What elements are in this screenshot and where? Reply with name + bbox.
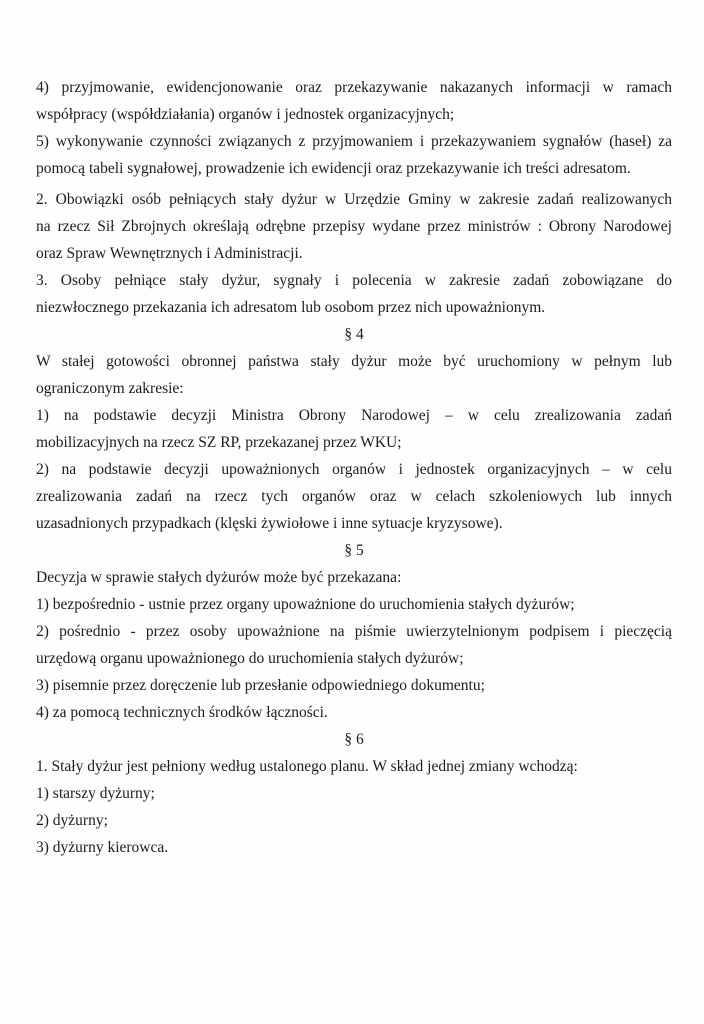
text-line: W stałej gotowości obronnej państwa stały dyżur może być uruchomiony w pełnym lub bbox=[36, 353, 672, 370]
text-line: 2. Obowiązki osób pełniących stały dyżur w Urzędzie Gminy w zakresie zadań realizowanych bbox=[36, 191, 672, 208]
text-line: 3) dyżurny kierowca. bbox=[36, 839, 169, 856]
document-page bbox=[36, 74, 672, 861]
text-line: 5) wykonywanie czynności związanych z przyjmowaniem i przekazywaniem sygnałów (haseł) za bbox=[36, 133, 672, 150]
text-line: pomocą tabeli sygnałowej, prowadzenie ich ewidencji oraz przekazywanie ich treści adresatom. bbox=[36, 160, 631, 177]
text-line: 1) bezpośrednio - ustnie przez organy upoważnione do uruchomienia stałych dyżurów; bbox=[36, 596, 575, 613]
text-line: 1) na podstawie decyzji Ministra Obrony Narodowej – w celu zrealizowania zadań bbox=[36, 407, 672, 424]
text-line: współpracy (współdziałania) organów i jednostek organizacyjnych; bbox=[36, 106, 455, 123]
text-line: na rzecz Sił Zbrojnych określają odrębne przepisy wydane przez ministrów : Obrony Narodowej bbox=[36, 218, 672, 235]
text-line: 1) starszy dyżurny; bbox=[36, 785, 155, 802]
section-heading-5: § 5 bbox=[344, 542, 364, 559]
text-line: 3. Osoby pełniące stały dyżur, sygnały i polecenia w zakresie zadań zobowiązane do bbox=[36, 272, 672, 289]
text-line: 4) za pomocą technicznych środków łączności. bbox=[36, 704, 328, 721]
text-line: mobilizacyjnych na rzecz SZ RP, przekazanej przez WKU; bbox=[36, 434, 402, 451]
text-line: uzasadnionych przypadkach (klęski żywiołowe i inne sytuacje kryzysowe). bbox=[36, 515, 503, 532]
text-line: 3) pisemnie przez doręczenie lub przesłanie odpowiedniego dokumentu; bbox=[36, 677, 485, 694]
text-line: ograniczonym zakresie: bbox=[36, 380, 184, 397]
section-heading-6: § 6 bbox=[344, 731, 364, 748]
text-line: zrealizowania zadań na rzecz tych organów oraz w celach szkoleniowych lub innych bbox=[36, 488, 672, 505]
text-line: 2) pośrednio - przez osoby upoważnione na piśmie uwierzytelnionym podpisem i pieczęcią bbox=[36, 623, 672, 640]
text-line: niezwłocznego przekazania ich adresatom lub osobom przez nich upoważnionym. bbox=[36, 299, 546, 316]
text-line: Decyzja w sprawie stałych dyżurów może być przekazana: bbox=[36, 569, 402, 586]
text-line: 2) na podstawie decyzji upoważnionych organów i jednostek organizacyjnych – w celu bbox=[36, 461, 672, 478]
text-line: 2) dyżurny; bbox=[36, 812, 108, 829]
text-line: urzędową organu upoważnionego do uruchomienia stałych dyżurów; bbox=[36, 650, 464, 667]
text-line: 1. Stały dyżur jest pełniony według ustalonego planu. W skład jednej zmiany wchodzą: bbox=[36, 758, 578, 775]
section-heading-4: § 4 bbox=[344, 326, 364, 343]
text-line: oraz Spraw Wewnętrznych i Administracji. bbox=[36, 245, 303, 262]
text-line: 4) przyjmowanie, ewidencjonowanie oraz przekazywanie nakazanych informacji w ramach bbox=[36, 79, 672, 96]
